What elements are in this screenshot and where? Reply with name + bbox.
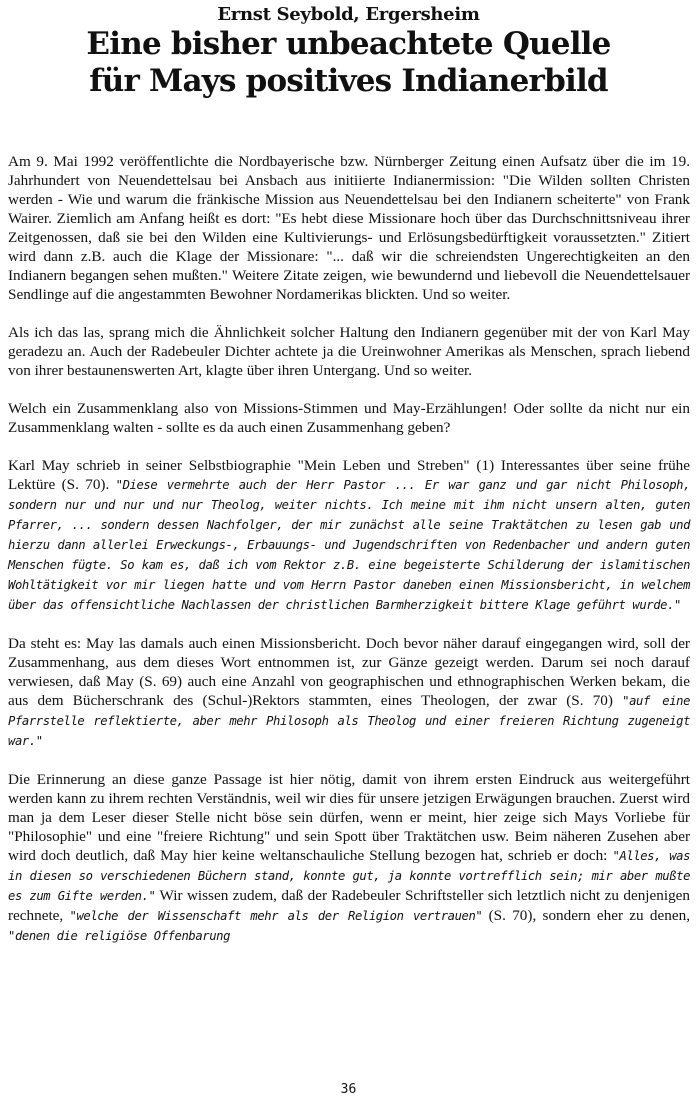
paragraph-4-text: Karl May schrieb in seiner Selbstbiographie "Mein Leben und Streben" (1) Interessantes über seine frühe Lektüre (S. 70). bbox=[8, 457, 690, 493]
author-line: Ernst Seybold, Ergersheim bbox=[217, 4, 480, 25]
paragraph-6-text-c: (S. 70), sondern eher zu denen, bbox=[482, 907, 690, 924]
paragraph-6-quote-2: "welche der Wissenschaft mehr als der Religion vertrauen" bbox=[69, 909, 483, 923]
paragraph-6-quote-3: "denen die religiöse Offenbarung bbox=[8, 929, 230, 943]
paragraph-4-quote: "Diese vermehrte auch der Herr Pastor ... Er war ganz und gar nicht Philosoph, sondern nur und nur und nur Theolog, weiter nichts. Ich meine mit ihm nicht unsern alten, guten Pfarrer, ... sondern dessen Nachfolger, der mir zunächst alle seine Traktätchen zu lesen gab und hierzu dann allerlei Erweckungs-, Erbauungs- und Jugendschriften von Redenbacher und andern guten Menschen fügte. So kam es, daß ich vom Rektor z.B. eine begeisterte Schilderung der islamitischen Wohltätigkeit vor mir liegen hatte und vom Herrn Pastor daneben einen Missionsbericht, in welchem über das offensichtliche Nachlassen der christlichen Barmherzigkeit bittere Klage geführt wurde." bbox=[8, 478, 691, 612]
page-number: 36 bbox=[340, 1082, 357, 1097]
paragraph-6 bbox=[8, 770, 690, 946]
paragraph-6-quote-1: "Alles, was in diesen so verschiedenen Büchern stand, konnte gut, ja konnte vortrefflich sein; mir aber mußte es zum Gifte werden." bbox=[8, 849, 691, 903]
article-body bbox=[8, 152, 690, 965]
paragraph-5 bbox=[8, 634, 690, 751]
paragraph-1: Am 9. Mai 1992 veröffentlichte die Nordbayerische bzw. Nürnberger Zeitung einen Aufsatz über die im 19. Jahrhundert von Neuendettelsau bei Ansbach aus initiierte Indianermission: "Die Wilden sollten Christen werden - Wie und warum die fränkische Mission aus Neuendettelsau bei den Indianern scheiterte" von Frank Wairer. Ziemlich am Anfang heißt es dort: "Es hebt diese Missionare hoch über das Durchschnittsniveau ihrer Zeitgenossen, daß sie bei den Wilden eine Kultivierungs- und Erlösungsbedürftigkeit voraussetzten." Zitiert wird dann z.B. auch die Klage der Missionare: "... daß wir die schreiendsten Ungerechtigkeiten an den Indianern begangen sehen mußten." Weitere Zitate zeigen, wie bewundernd und liebevoll die Neuendettelsauer Sendlinge auf die angestammten Bewohner Nordamerikas blickten. Und so weiter. bbox=[8, 153, 690, 303]
title-line-1: Eine bisher unbeachtete Quelle bbox=[86, 26, 611, 62]
paragraph-5-quote: "auf eine Pfarrstelle reflektierte, aber mehr Philosoph als Theolog und einer freieren Richtung zugeneigt war." bbox=[8, 694, 690, 748]
paragraph-6-text-a: Die Erinnerung an diese ganze Passage ist hier nötig, damit von ihrem ersten Eindruck aus weitergeführt werden kann zu ihrem rechten Verständnis, weil wir dies für unsere jetzigen Erwägungen brauchen. Zuerst wird man ja dem Leser dieser Stelle nicht böse sein dürfen, wenn er meint, hier zeige sich Mays Vorliebe für "Philosophie" und eine "freiere Richtung" und sein Spott über Traktätchen usw. Beim näheren Zusehen aber wird doch deutlich, daß May hier keine weltanschauliche Stellung bezogen hat, schrieb er doch: bbox=[8, 771, 690, 864]
paragraph-5-text: Da steht es: May las damals auch einen Missionsbericht. Doch bevor näher darauf eingegangen wird, soll der Zusammenhang, aus dem dieses Wort entnommen ist, zur Gänze gezeigt werden. Darum sei noch darauf verwiesen, daß May (S. 69) auch eine Anzahl von geographischen und ethnographischen Werken bekam, die aus dem Bücherschrank des (Schul-)Rektors stammten, eines Theologen, der zwar (S. 70) bbox=[8, 635, 690, 709]
paragraph-4 bbox=[8, 456, 690, 615]
paragraph-2: Als ich das las, sprang mich die Ähnlichkeit solcher Haltung den Indianern gegenüber mit der von Karl May geradezu an. Auch der Radebeuler Dichter achtete ja die Ureinwohner Amerikas als Menschen, sprach liebend von ihrer bestaunenswerten Art, klagte über ihren Untergang. Und so weiter. bbox=[8, 324, 690, 379]
article-title bbox=[0, 26, 697, 100]
article-header bbox=[0, 4, 697, 100]
title-line-2: für Mays positives Indianerbild bbox=[89, 63, 608, 99]
paragraph-6-text-b: Wir wissen zudem, daß der Radebeuler Schriftsteller sich letztlich nicht zu denjenigen rechnete, bbox=[8, 887, 691, 924]
paragraph-3: Welch ein Zusammenklang also von Missions-Stimmen und May-Erzählungen! Oder sollte da nicht nur ein Zusammenklang walten - sollte es da auch einen Zusammenhang geben? bbox=[8, 400, 690, 436]
